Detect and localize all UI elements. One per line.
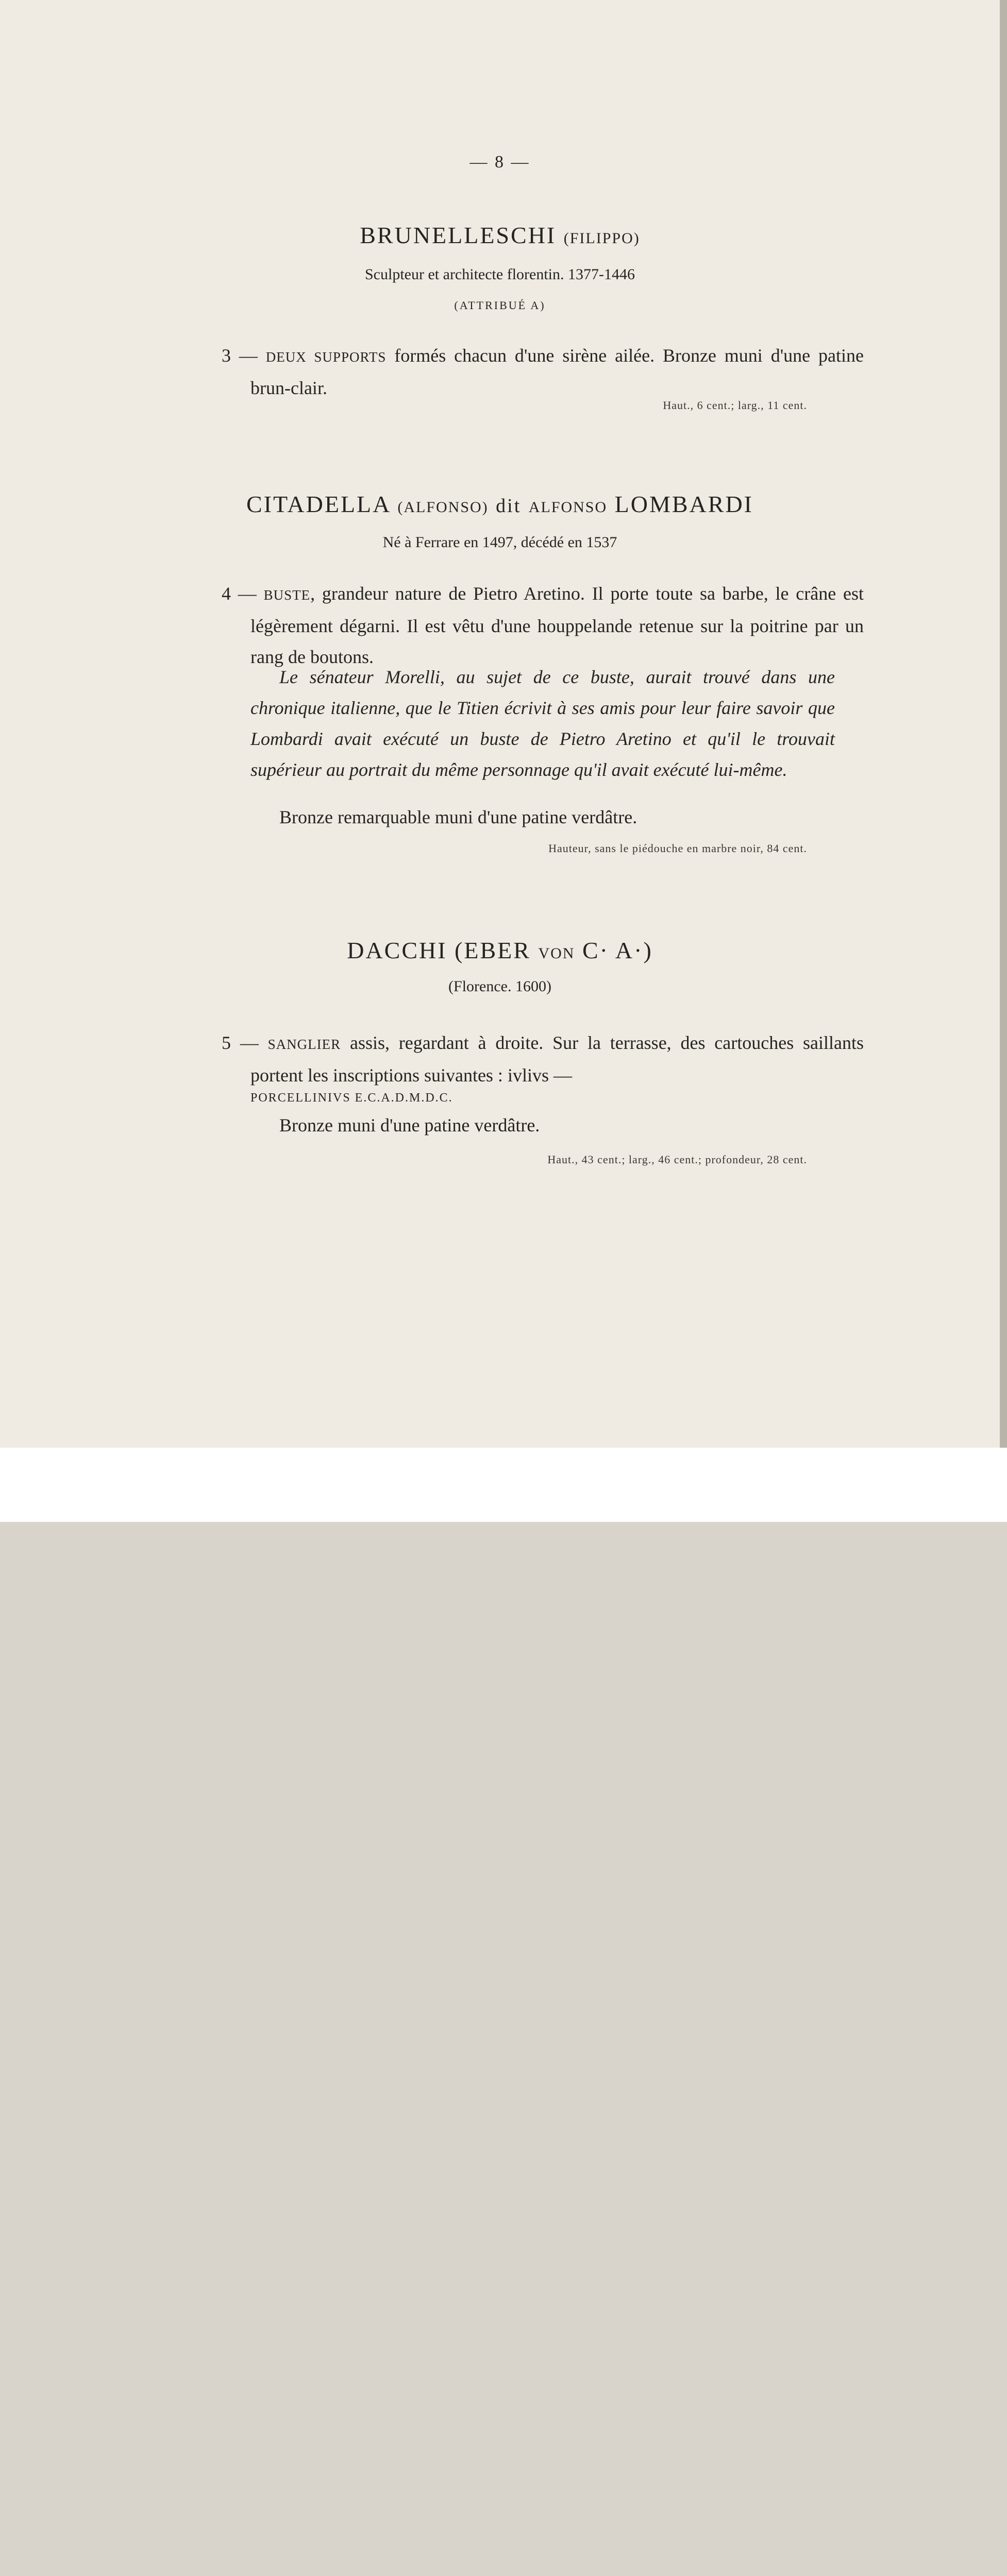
entry-dimensions: Hauteur, sans le piédouche en marbre noir, 84 cent.	[548, 842, 807, 855]
entry-dimensions: Haut., 43 cent.; larg., 46 cent.; profondeur, 28 cent.	[547, 1153, 807, 1166]
entry-commentary: Le sénateur Morelli, au sujet de ce buste, aurait trouvé dans une chronique italienne, que le Titien écrivit à ses amis pour leur faire savoir que Lombardi avait exécuté un buste de Pietro Aretino et qu'il le trouvait supérieur au portrait du même personnage qu'il avait exécuté lui-même.	[250, 667, 835, 780]
entry-title: DEUX SUPPORTS	[265, 349, 387, 365]
artist-name: DACCHI (EBER	[347, 937, 531, 963]
artist-name: CITADELLA	[246, 491, 390, 517]
artist-von: VON	[538, 945, 575, 962]
catalog-entry-4: 4 — BUSTE, grandeur nature de Pietro Aretino. Il porte toute sa barbe, le crâne est légèrement dégarni. Il est vêtu d'une houppelande retenue sur la poitrine par un rang de boutons.	[222, 583, 864, 667]
entry-dimensions: Haut., 6 cent.; larg., 11 cent.	[663, 399, 807, 412]
entry-material: Bronze muni d'une patine verdâtre.	[279, 1115, 540, 1136]
catalog-entry-3: 3 — DEUX SUPPORTS formés chacun d'une sirène ailée. Bronze muni d'une patine brun-clair.	[222, 345, 864, 398]
artist-heading-dacchi	[0, 937, 1000, 964]
entry-title: SANGLIER	[267, 1037, 341, 1052]
artist-heading-brunelleschi	[0, 222, 1000, 249]
artist-dit: dit	[496, 495, 522, 517]
artist-forename: (ALFONSO)	[397, 499, 489, 516]
entry-number: 5	[222, 1032, 231, 1053]
artist-initials: C· A·)	[582, 937, 653, 963]
entry-material: Bronze remarquable muni d'une patine verdâtre.	[279, 807, 637, 827]
entry-number: 3	[222, 345, 231, 366]
artist-name: BRUNELLESCHI	[360, 222, 557, 248]
artist-subtitle: (Florence. 1600)	[448, 978, 551, 995]
entry-number: 4	[222, 583, 231, 604]
artist-subtitle: Sculpteur et architecte florentin. 1377-1446	[365, 266, 635, 283]
entry-text: formés chacun d'une sirène ailée. Bronze muni d'une patine brun-clair.	[250, 345, 864, 398]
entry-text: assis, regardant à droite. Sur la terrasse, des cartouches saillants portent les inscriptions suivantes : ivlivs —	[250, 1032, 864, 1086]
artist-forename: (FILIPPO)	[563, 230, 640, 247]
library-footer	[0, 1448, 1007, 1522]
entry-inscription: PORCELLINIVS E.C.A.D.M.D.C.	[250, 1091, 453, 1105]
page-number: — 8 —	[469, 152, 530, 172]
attribution-note: (ATTRIBUÉ A)	[454, 299, 546, 312]
artist-heading-citadella	[0, 490, 1000, 518]
entry-text: , grandeur nature de Pietro Aretino. Il porte toute sa barbe, le crâne est légèrement dégarni. Il est vêtu d'une houppelande retenue sur la poitrine par un rang de boutons.	[250, 583, 864, 667]
artist-alias-forename: ALFONSO	[528, 499, 608, 516]
artist-subtitle: Né à Ferrare en 1497, décédé en 1537	[382, 534, 617, 551]
catalog-entry-5: 5 — SANGLIER assis, regardant à droite. Sur la terrasse, des cartouches saillants portent les inscriptions suivantes : ivlivs —	[222, 1032, 864, 1086]
entry-title: BUSTE	[263, 587, 311, 603]
page-edge	[1000, 0, 1007, 1448]
artist-alias-name: LOMBARDI	[614, 491, 753, 517]
